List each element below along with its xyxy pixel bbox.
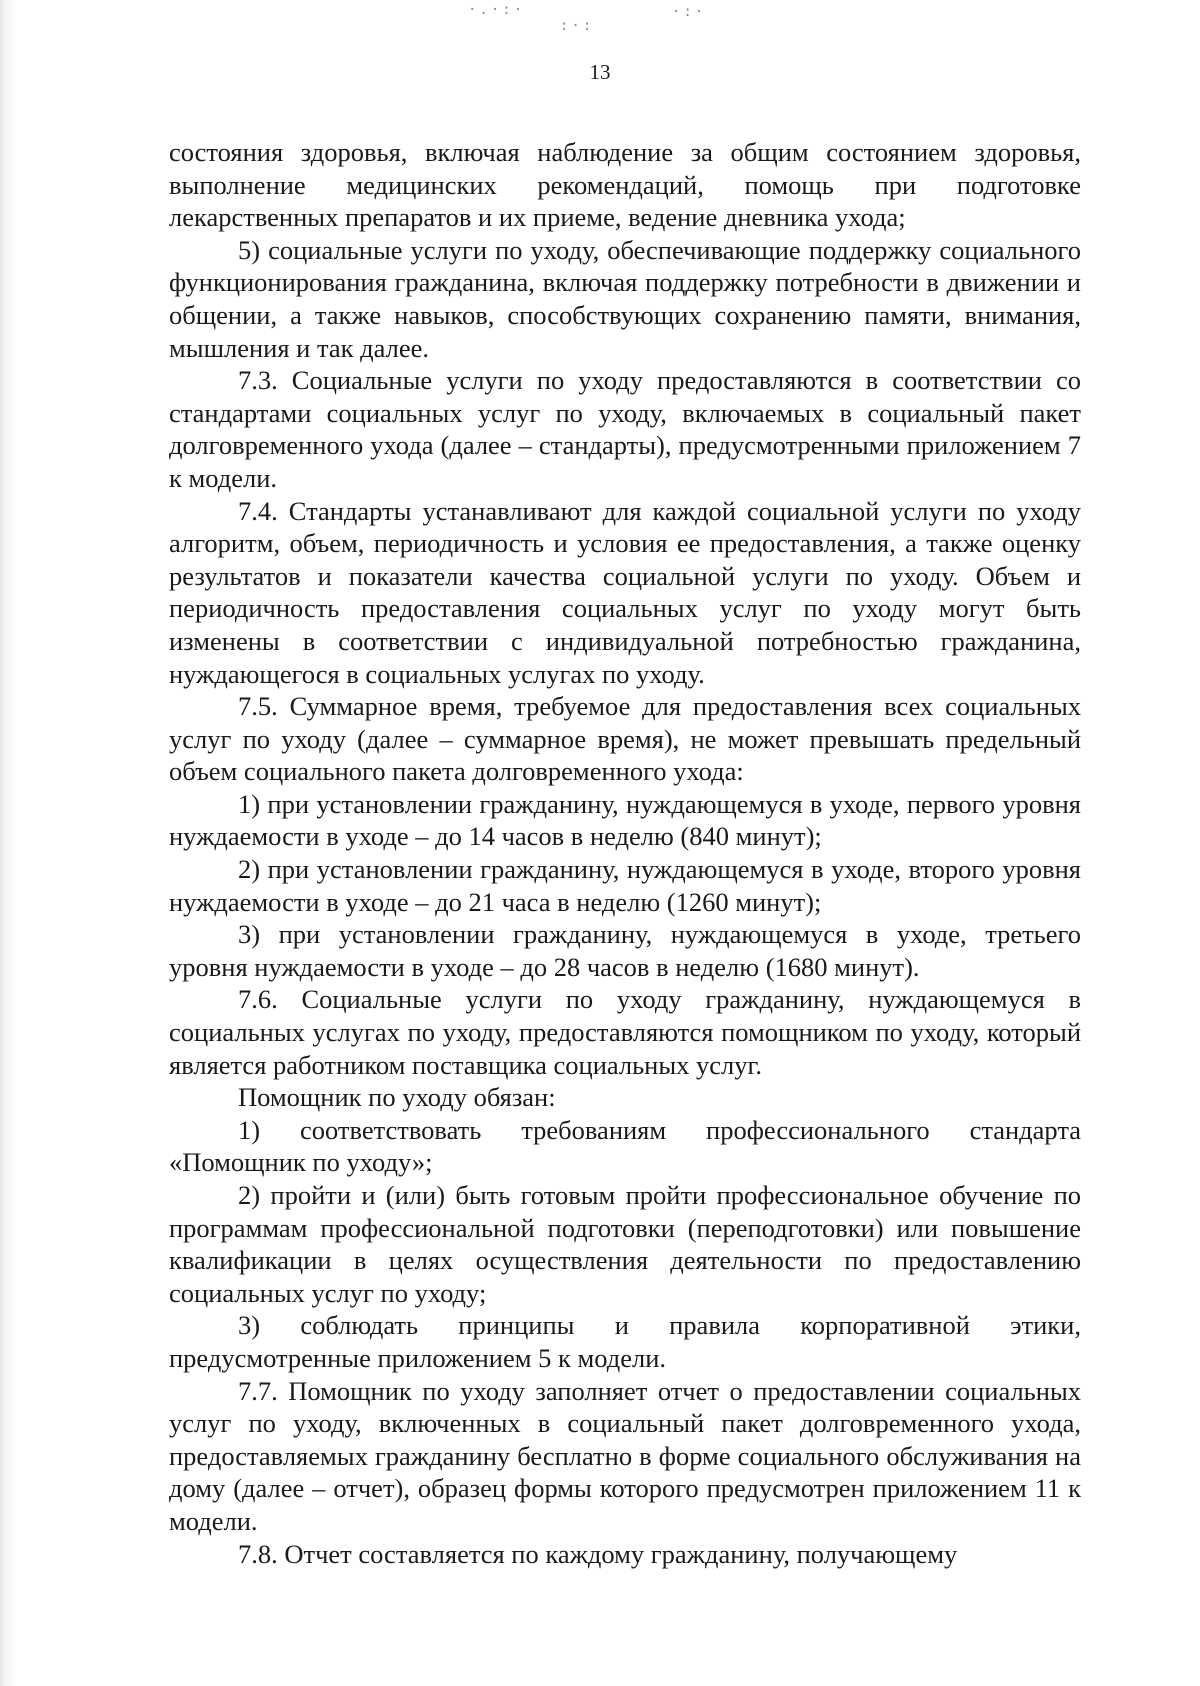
paragraph-7-8: 7.8. Отчет составляется по каждому гражданину, получающему xyxy=(238,1538,958,1569)
paragraph-health-monitoring: состояния здоровья, включая наблюдение за общим состоянием здоровья, выполнение медицинских рекомендаций, помощь при подготовке лекарственных препаратов и их приеме, ведение дневника ухода; xyxy=(169,137,1081,233)
paragraph-7-6: 7.6. Социальные услуги по уходу гражданину, нуждающемуся в социальных услугах по уходу, предоставляются помощником по уходу, который является работником поставщика социальных услуг. xyxy=(169,984,1081,1080)
scan-noise-mark: ·.·:· xyxy=(468,2,526,18)
paragraph-7-4: 7.4. Стандарты устанавливают для каждой социальной услуги по уходу алгоритм, объем, периодичность и условия ее предоставления, а также оценку результатов и показатели качества социальной услуги по уходу. Объем и периодичность предоставления социальных услуг по уходу могут быть изменены в соответствии с индивидуальной потребностью гражданина, нуждающегося в социальных услугах по уходу. xyxy=(169,495,1081,689)
scan-left-edge xyxy=(0,0,16,1686)
paragraph-7-5: 7.5. Суммарное время, требуемое для предоставления всех социальных услуг по уходу (далее – суммарное время), не может превышать предельный объем социального пакета долговременного ухода: xyxy=(169,691,1081,787)
paragraph-7-5-item-3: 3) при установлении гражданину, нуждающемуся в уходе, третьего уровня нуждаемости в уходе – до 28 часов в неделю (1680 минут). xyxy=(169,919,1081,982)
paragraph-obligation-2: 2) пройти и (или) быть готовым пройти профессиональное обучение по программам профессиональной подготовки (переподготовки) или повышение квалификации в целях осуществления деятельности по предоставлению социальных услуг по уходу; xyxy=(169,1180,1081,1308)
document-body xyxy=(169,136,1081,1570)
paragraph-7-7: 7.7. Помощник по уходу заполняет отчет о предоставлении социальных услуг по уходу, включенных в социальный пакет долговременного ухода, предоставляемых гражданину бесплатно в форме социального обслуживания на дому (далее – отчет), образец формы которого предусмотрен приложением 11 к модели. xyxy=(169,1375,1081,1536)
paragraph-7-3: 7.3. Социальные услуги по уходу предоставляются в соответствии со стандартами социальных услуг по уходу, включаемых в социальный пакет долговременного ухода (далее – стандарты), предусмотренными приложением 7 к модели. xyxy=(169,365,1081,493)
paragraph-7-5-item-2: 2) при установлении гражданину, нуждающемуся в уходе, второго уровня нуждаемости в уходе – до 21 часа в неделю (1260 минут); xyxy=(169,854,1081,917)
paragraph-item-5-social-functioning: 5) социальные услуги по уходу, обеспечивающие поддержку социального функционирования гражданина, включая поддержку потребности в движении и общении, а также навыков, способствующих сохранению памяти, внимания, мышления и так далее. xyxy=(169,234,1081,363)
paragraph-assistant-obligations: Помощник по уходу обязан: xyxy=(238,1082,556,1113)
page-number: 13 xyxy=(589,60,611,84)
scan-noise-mark: :·: xyxy=(560,18,595,34)
paragraph-7-5-item-1: 1) при установлении гражданину, нуждающемуся в уходе, первого уровня нуждаемости в уходе – до 14 часов в неделю (840 минут); xyxy=(169,788,1081,852)
scan-noise-mark: ·:· xyxy=(672,4,707,20)
paragraph-obligation-3: 3) соблюдать принципы и правила корпоративной этики, предусмотренные приложением 5 к модели. xyxy=(169,1310,1081,1373)
paragraph-obligation-1: 1) соответствовать требованиям профессионального стандарта «Помощник по уходу»; xyxy=(169,1114,1081,1178)
